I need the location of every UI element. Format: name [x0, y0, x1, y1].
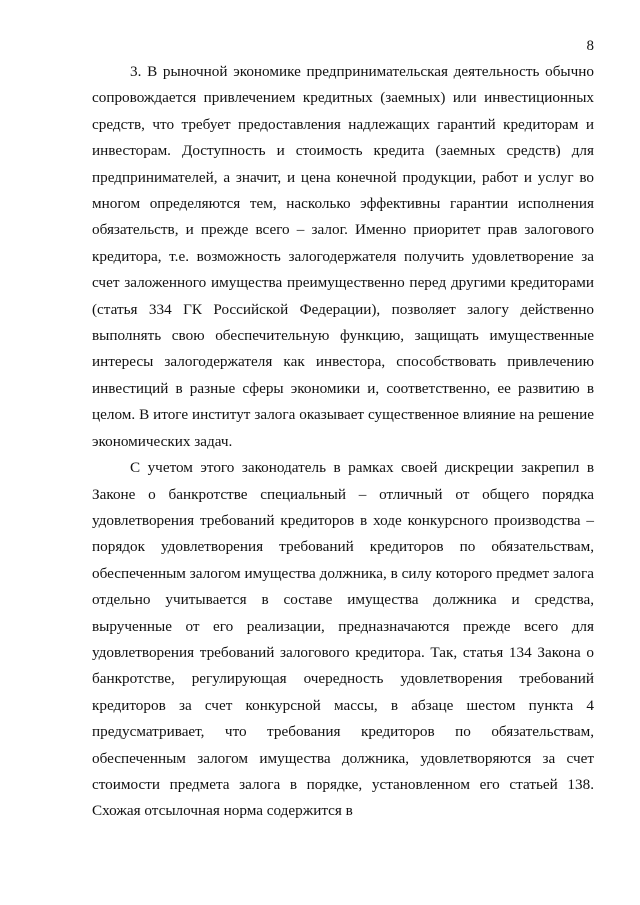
- paragraph-1: 3. В рыночной экономике предпринимательская деятельность обычно сопровождается привлечением кредитных (заемных) или инвестиционных средств, что требует предоставления надлежащих гарантий кредиторам и инвесторам. Доступность и стоимость кредита (заемных средств) для предпринимателей, а значит, и цена конечной продукции, работ и услуг во многом определяются тем, насколько эффективны гарантии исполнения обязательств, и прежде всего – залог. Именно приоритет прав залогового кредитора, т.е. возможность залогодержателя получить удовлетворение за счет заложенного имущества преимущественно перед другими кредиторами (статья 334 ГК Российской Федерации), позволяет залогу действенно выполнять свою обеспечительную функцию, защищать имущественные интересы залогодержателя как инвестора, способствовать привлечению инвестиций в разные сферы экономики и, соответственно, ее развитию в целом. В итоге институт залога оказывает существенное влияние на решение экономических задач.: [92, 63, 594, 450]
- paragraph-2: С учетом этого законодатель в рамках своей дискреции закрепил в Законе о банкротстве специальный – отличный от общего порядка удовлетворения требований кредиторов в ходе конкурсного производства – порядок удовлетворения требований кредиторов по обязательствам, обеспеченным залогом имущества должника, в силу которого предмет залога отдельно учитывается в составе имущества должника и средства, вырученные от его реализации, предназначаются прежде всего для удовлетворения требований залогового кредитора. Так, статья 134 Закона о банкротстве, регулирующая очередность удовлетворения требований кредиторов за счет конкурсной массы, в абзаце шестом пункта 4 предусматривает, что требования кредиторов по обязательствам, обеспеченным залогом имущества должника, удовлетворяются за счет стоимости предмета залога в порядке, установленном его статьей 138. Схожая отсылочная норма содержится в: [92, 459, 594, 820]
- page-number: 8: [586, 38, 594, 54]
- document-body: [92, 59, 594, 825]
